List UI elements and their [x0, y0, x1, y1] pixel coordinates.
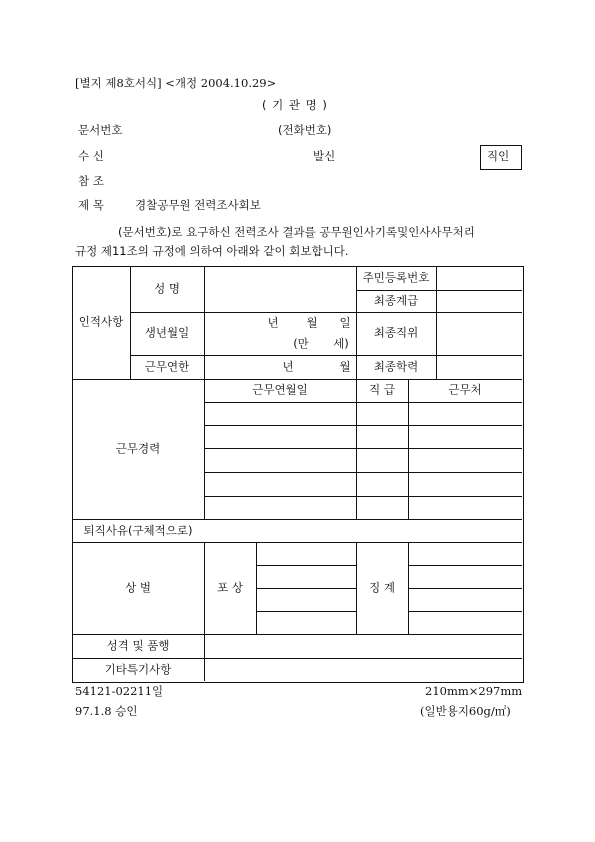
service-years-label: 근무연한	[144, 359, 190, 374]
final-grade-label: 최종계급	[373, 293, 419, 308]
phone-label: (전화번호)	[278, 123, 332, 137]
career-date-header: 근무연월일	[252, 382, 308, 397]
service-month: 월	[339, 359, 351, 374]
subject-label: 제 목	[78, 198, 104, 212]
doc-number-label: 문서번호	[78, 123, 123, 137]
age-close: 세)	[333, 336, 349, 351]
final-education-label: 최종학력	[373, 359, 419, 374]
birth-label: 생년월일	[144, 325, 190, 340]
birth-day: 일	[339, 315, 351, 330]
reference-label: 참 조	[78, 174, 104, 188]
resident-number-label: 주민등록번호	[362, 270, 430, 285]
form-number: [별지 제8호서식] <개정 2004.10.29>	[75, 76, 277, 90]
paper-type: (일반용지60g/㎡)	[420, 704, 511, 718]
body-line-2: 규정 제11조의 규정에 의하여 아래와 같이 회보합니다.	[75, 244, 349, 258]
birth-month: 월	[306, 315, 318, 330]
other-label: 기타특기사항	[104, 662, 172, 677]
recipient-label: 수 신	[78, 149, 104, 163]
discipline-label: 징 계	[369, 580, 395, 595]
sender-label: 발신	[313, 149, 336, 163]
character-label: 성격 및 품행	[106, 638, 170, 653]
name-label: 성 명	[154, 281, 180, 296]
body-line-1: (문서번호)로 요구하신 전력조사 결과를 공무원인사기록및인사사무처리	[118, 225, 475, 239]
career-grade-header: 직 급	[369, 382, 395, 397]
personal-section-label: 인적사항	[78, 314, 124, 329]
report-table	[72, 266, 524, 683]
career-section-label: 근무경력	[115, 441, 161, 456]
career-place-header: 근무처	[448, 382, 482, 397]
approval: 97.1.8 승인	[75, 704, 138, 718]
subject-value: 경찰공무원 전력조사회보	[135, 198, 261, 212]
agency-name: ( 기 관 명 )	[262, 98, 328, 112]
form-code: 54121-02211일	[75, 684, 164, 698]
seal-label: 직인	[487, 149, 510, 163]
retirement-reason-label: 퇴직사유(구체적으로)	[83, 523, 193, 538]
final-position-label: 최종직위	[373, 325, 419, 340]
service-year: 년	[282, 359, 294, 374]
birth-year: 년	[267, 315, 279, 330]
reward-punishment-label: 상 벌	[125, 580, 151, 595]
commendation-label: 포 상	[217, 580, 243, 595]
age-open: (만	[293, 336, 309, 351]
paper-size: 210mm×297mm	[425, 684, 523, 698]
